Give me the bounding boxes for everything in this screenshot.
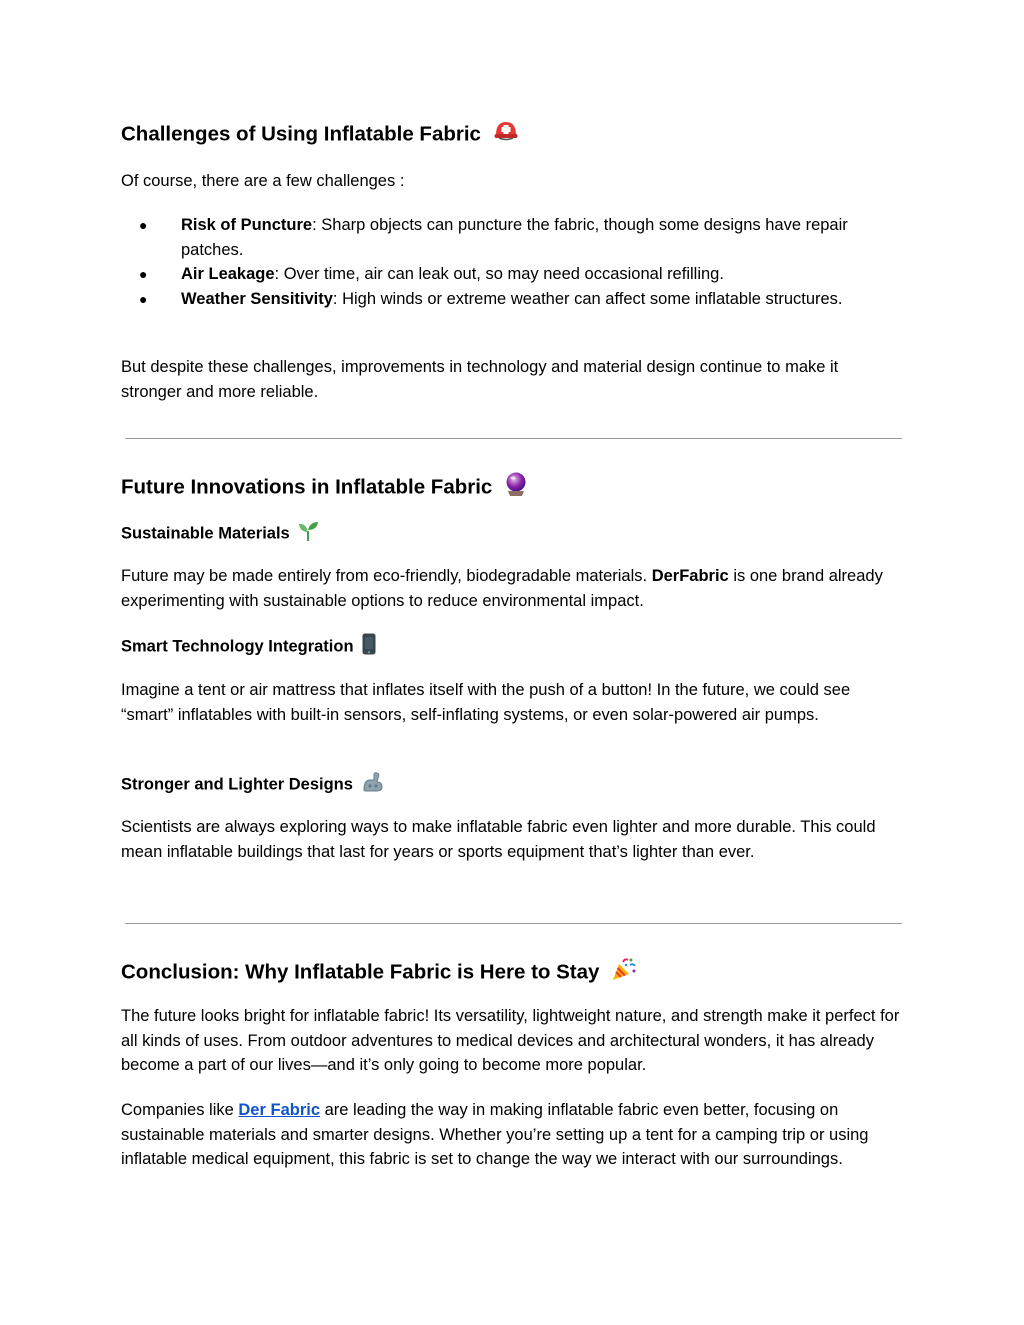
stronger-paragraph: Scientists are always exploring ways to make inflatable fabric even lighter and more durable. This could mean inflatable buildings that last for years or sports equipment that’s lighter than ever. — [121, 818, 876, 861]
list-item-term: Weather Sensitivity — [181, 289, 333, 308]
heading-text: Future Innovations in Inflatable Fabric — [121, 475, 493, 499]
list-item-text: : High winds or extreme weather can affect some inflatable structures. — [332, 289, 843, 308]
section-heading-conclusion — [121, 956, 637, 990]
subheading-text: Sustainable Materials — [121, 524, 290, 543]
subheading-text: Stronger and Lighter Designs — [121, 775, 353, 794]
challenges-intro: Of course, there are a few challenges : — [121, 172, 405, 190]
list-item — [121, 287, 881, 312]
section-divider — [125, 438, 902, 439]
mobile-phone-icon — [361, 633, 377, 661]
subheading-stronger — [121, 771, 385, 799]
list-item-term: Air Leakage — [181, 265, 275, 283]
section-divider — [125, 923, 902, 924]
rescue-helmet-icon — [493, 119, 519, 151]
section-heading-challenges — [121, 119, 519, 151]
subheading-text: Smart Technology Integration — [121, 637, 354, 656]
der-fabric-link[interactable]: Der Fabric — [238, 1101, 321, 1119]
mechanical-arm-icon — [361, 771, 385, 799]
brand-name: DerFabric — [651, 567, 729, 585]
crystal-ball-icon — [504, 471, 528, 505]
challenges-closing: But despite these challenges, improvements in technology and material design continue to make it stronger and more reliable. — [121, 358, 839, 401]
smart-tech-paragraph: Imagine a tent or air mattress that inflates itself with the push of a button! In the future, we could see “smart” inflatables with built-in sensors, self-inflating systems, or even solar-powered air pumps. — [121, 681, 851, 724]
section-heading-future — [121, 471, 528, 505]
conclusion-paragraph-2 — [121, 1098, 896, 1172]
party-popper-icon — [611, 956, 637, 990]
bullet-icon: ● — [139, 217, 148, 233]
heading-text: Challenges of Using Inflatable Fabric — [121, 122, 481, 146]
conclusion-paragraph-1: The future looks bright for inflatable fabric! Its versatility, lightweight nature, and strength make it perfect for all kinds of uses. From outdoor adventures to medical devices and architectural wonders, it has already become a part of our lives—and it’s only going to become more popular. — [121, 1007, 900, 1074]
paragraph-text: are leading the way in making inflatable fabric even better, focusing on sustainable materials and smarter designs. Whether you’re setting up a tent for a camping trip or using inflatable medical equipment, this fabric is set to change the way we interact with our surroundings. — [121, 1101, 869, 1168]
list-item-text: : Sharp objects can puncture the fabric, though some designs have repair patches. — [181, 216, 848, 259]
sustainable-paragraph — [121, 564, 903, 613]
subheading-smart-tech — [121, 633, 377, 661]
list-item — [121, 213, 881, 262]
seedling-icon — [297, 520, 319, 548]
list-item-term: Risk of Puncture — [181, 216, 313, 234]
bullet-icon: ● — [139, 266, 148, 282]
paragraph-text: is one brand already experimenting with sustainable options to reduce environmental impact. — [121, 567, 883, 610]
heading-text: Conclusion: Why Inflatable Fabric is Here to Stay — [121, 960, 600, 984]
list-item-text: : Over time, air can leak out, so may need occasional refilling. — [274, 265, 724, 283]
list-item — [121, 262, 881, 287]
bullet-icon: ● — [139, 290, 148, 307]
subheading-sustainable — [121, 520, 319, 548]
paragraph-text: Companies like — [121, 1101, 239, 1119]
paragraph-text: Future may be made entirely from eco-friendly, biodegradable materials. — [121, 567, 652, 585]
challenges-list — [121, 213, 903, 311]
